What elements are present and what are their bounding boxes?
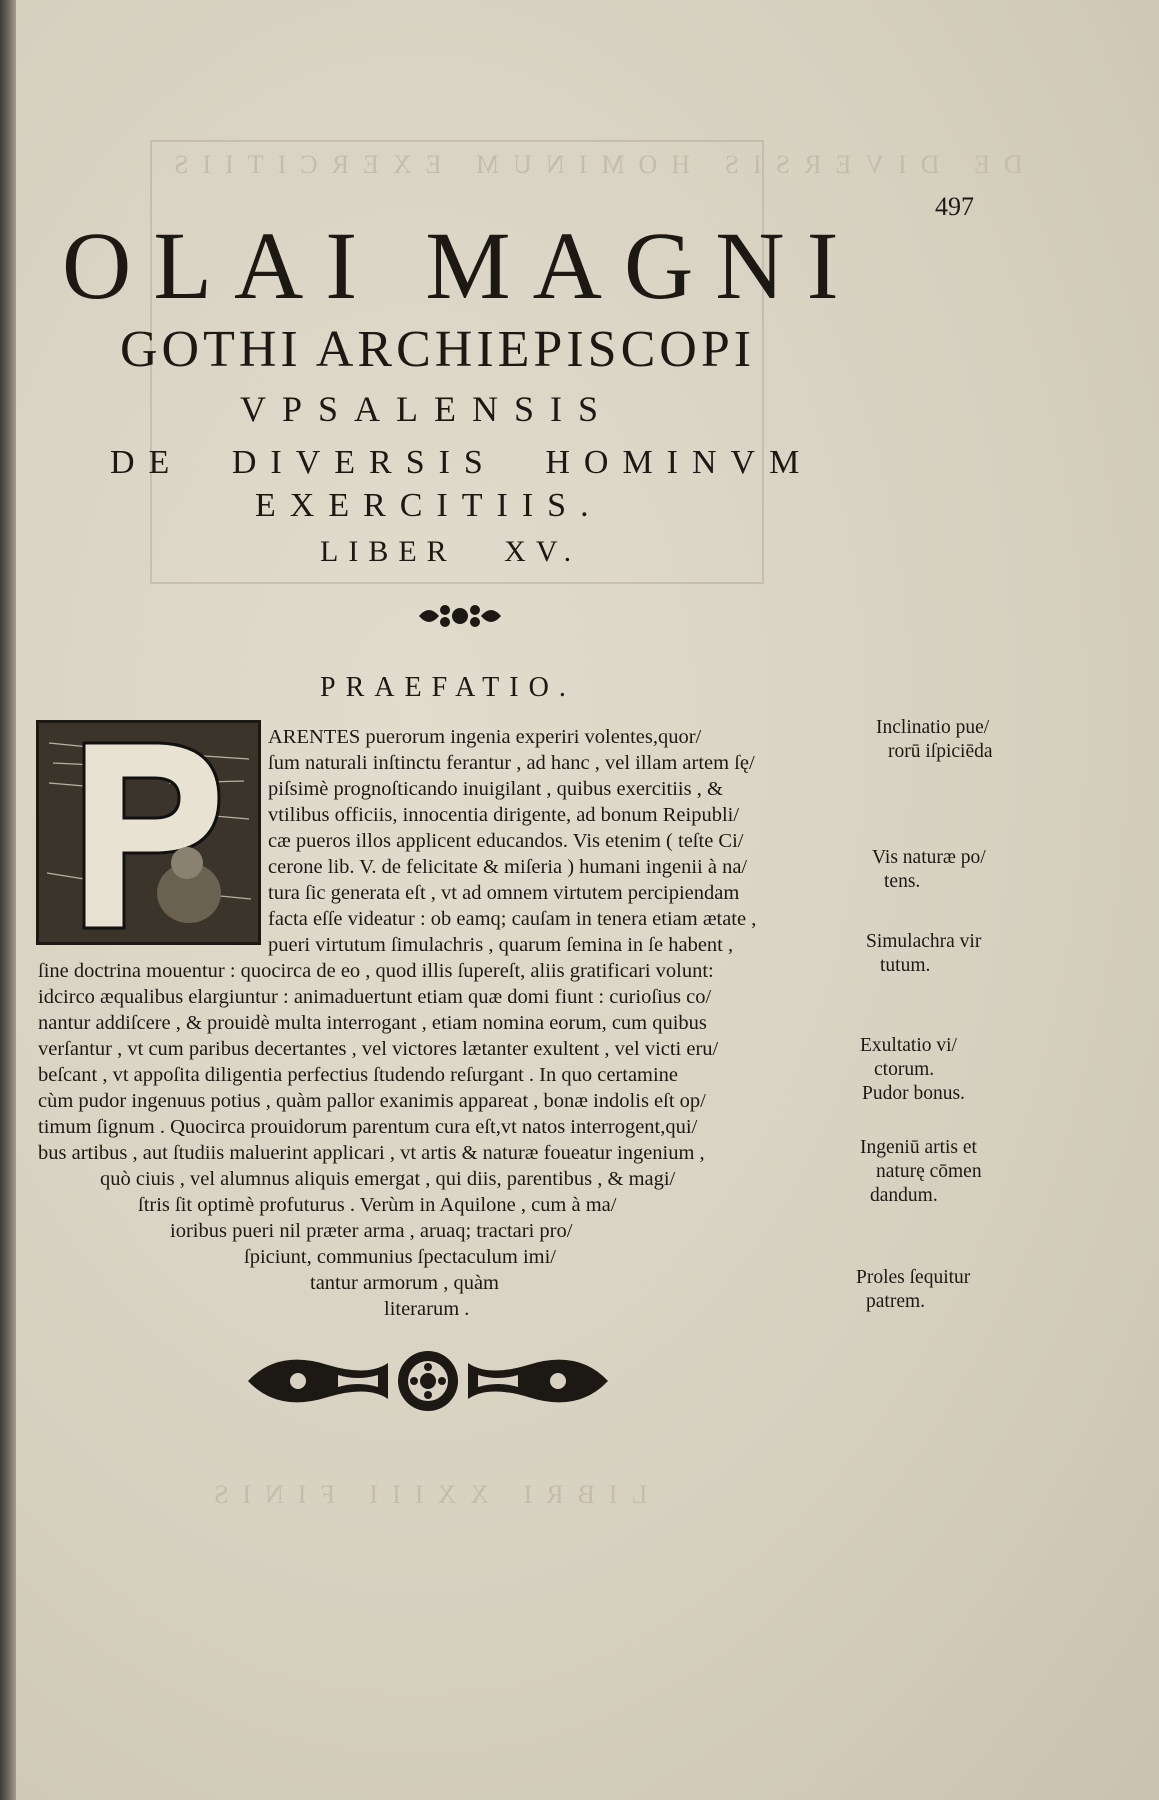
body-line: timum ſignum . Quocirca prouidorum parentum cura eſt,vt natos interrogent,qui/ bbox=[38, 1116, 698, 1138]
body-line: tantur armorum , quàm bbox=[310, 1272, 500, 1294]
title-see: VPSALENSIS bbox=[240, 389, 615, 429]
margin-note: naturę cōmen bbox=[876, 1161, 982, 1182]
fleuron-ornament bbox=[415, 598, 505, 634]
body-line: ſum naturali inſtinctu ferantur , ad hanc , vel illam artem ſę/ bbox=[268, 752, 755, 774]
body-line: ioribus pueri nil præter arma , aruaq; tractari pro/ bbox=[170, 1220, 573, 1242]
body-line: verſantur , vt cum paribus decertantes , vel victores lætanter exultent , vel victi eru/ bbox=[38, 1038, 719, 1060]
body-line: facta eſſe videatur : ob eamq; cauſam in tenera etiam ætate , bbox=[268, 908, 757, 930]
body-line: tura ſic generata eſt , vt ad omnem virtutem percipiendam bbox=[268, 882, 740, 904]
margin-note: ctorum. bbox=[874, 1059, 935, 1080]
body-line: bus artibus , aut ſtudiis maluerint applicari , vt artis & naturæ foueatur ingenium , bbox=[38, 1142, 705, 1164]
body-line: cæ pueros illos applicent educandos. Vis etenim ( teſte Ci/ bbox=[268, 830, 744, 852]
body-line: vtilibus officiis, innocentia dirigente, ad bonum Reipubli/ bbox=[268, 804, 740, 826]
margin-note: Exultatio vi/ bbox=[860, 1035, 957, 1056]
title-author: OLAI MAGNI bbox=[62, 212, 861, 319]
tailpiece-ornament bbox=[238, 1345, 618, 1417]
body-line: cùm pudor ingenuus potius , quàm pallor exanimis appareat , bonæ indolis eſt op/ bbox=[38, 1090, 706, 1112]
title-office: GOTHI ARCHIEPISCOPI bbox=[120, 321, 756, 378]
margin-note: Pudor bonus. bbox=[862, 1083, 965, 1104]
body-line: ſpiciunt, communius ſpectaculum imi/ bbox=[244, 1246, 557, 1268]
margin-note: Proles ſequitur bbox=[856, 1267, 971, 1288]
title-book-number: LIBER XV. bbox=[320, 535, 582, 568]
margin-note: Simulachra vir bbox=[866, 931, 982, 952]
section-heading: PRAEFATIO. bbox=[320, 672, 576, 703]
margin-note: tutum. bbox=[880, 955, 931, 976]
body-line: pueri virtutum ſimulachris , quarum ſemina in ſe habent , bbox=[268, 934, 734, 956]
margin-note: rorū iſpiciēda bbox=[888, 741, 993, 762]
body-line: cerone lib. V. de felicitate & miſeria ) humani ingenii à na/ bbox=[268, 856, 748, 878]
title-subject: DE DIVERSIS HOMINVM bbox=[110, 444, 814, 481]
body-line: ſine doctrina mouentur : quocirca de eo , quod illis ſupereſt, aliis gratificari volunt: bbox=[38, 960, 714, 982]
body-line: beſcant , vt appoſita diligentia perfectius ſtudendo reſurgant . In quo certamine bbox=[38, 1064, 679, 1086]
margin-note: dandum. bbox=[870, 1185, 938, 1206]
body-line: ARENTES puerorum ingenia experiri volentes,quor/ bbox=[268, 726, 702, 748]
margin-note: Ingeniū artis et bbox=[860, 1137, 977, 1158]
body-line: quò ciuis , vel alumnus aliquis emergat , qui diis, parentibus , & magi/ bbox=[100, 1168, 676, 1190]
show-through-running-head: DE DIVERSIS HOMINUM EXERCITIIS bbox=[160, 150, 1023, 179]
body-line: idcirco æqualibus elargiuntur : animaduertunt etiam quæ domi fiunt : curioſius co/ bbox=[38, 986, 712, 1008]
body-line: literarum . bbox=[384, 1298, 470, 1320]
title-subject-cont: EXERCITIIS. bbox=[255, 487, 603, 524]
woodcut-initial-letter bbox=[36, 720, 261, 945]
body-line: ſtris ſit optimè profuturus . Verùm in Aquilone , cum à ma/ bbox=[138, 1194, 617, 1216]
book-binding-edge bbox=[0, 0, 16, 1800]
margin-note: Inclinatio pue/ bbox=[876, 717, 990, 738]
margin-note: patrem. bbox=[866, 1291, 926, 1312]
body-line: nantur addiſcere , & prouidè multa interrogant , etiam nomina eorum, cum quibus bbox=[38, 1012, 707, 1034]
margin-note: Vis naturæ po/ bbox=[872, 847, 986, 868]
page-number: 497 bbox=[935, 192, 974, 221]
body-line: piſsimè prognoſticando inuigilant , quibus exercitiis , & bbox=[268, 778, 723, 800]
show-through-footer: LIBRI XXIII FINIS bbox=[200, 1480, 648, 1509]
margin-note: tens. bbox=[884, 871, 921, 892]
